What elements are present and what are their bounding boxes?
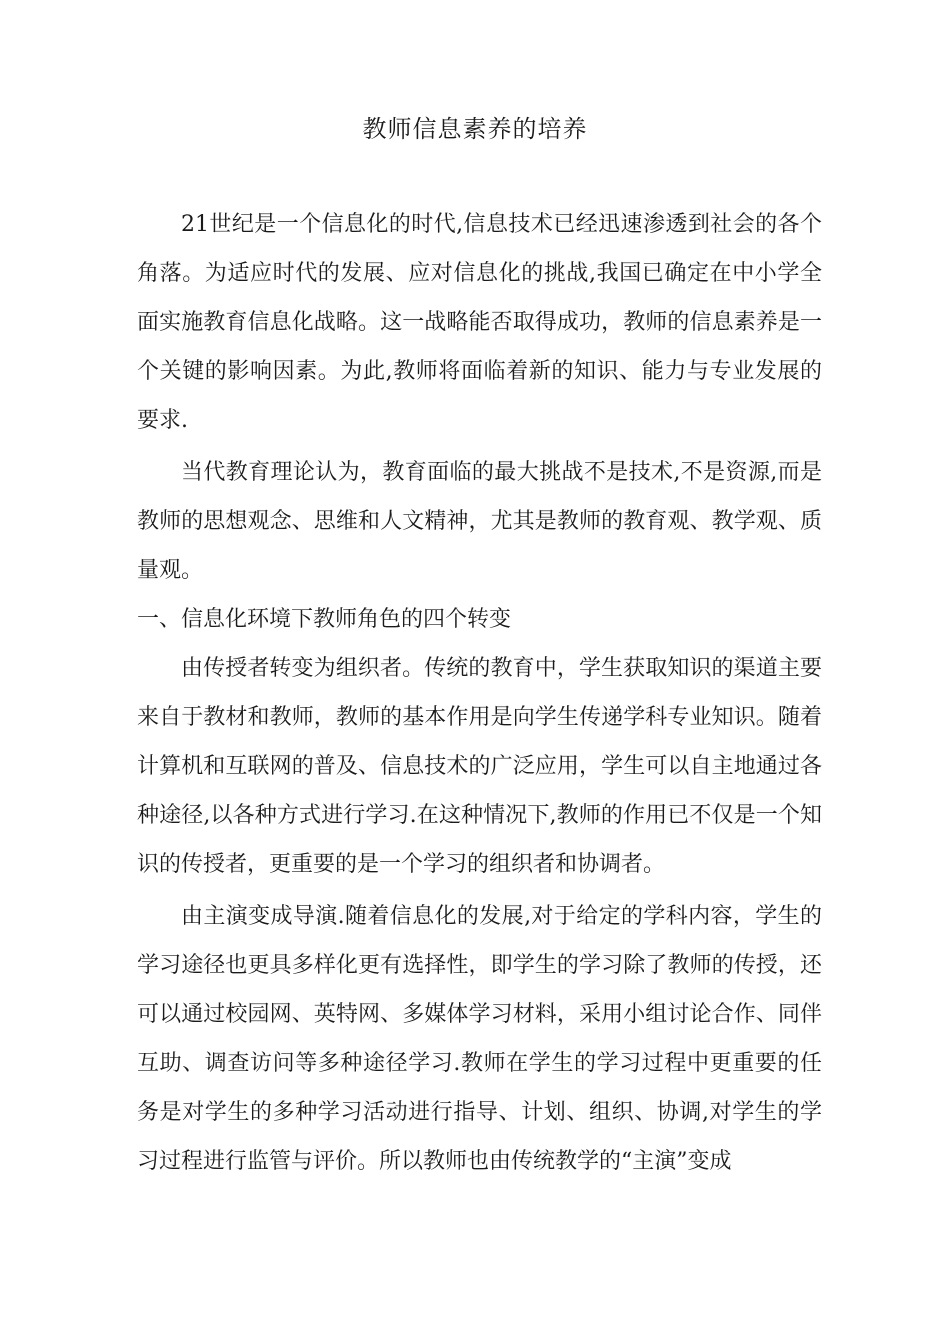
document-body [137, 200, 822, 1186]
document-title: 教师信息素养的培养 [362, 115, 588, 143]
paragraph-education-theory: 当代教育理论认为，教育面临的最大挑战不是技术,不是资源,而是教师的思想观念、思维和人文精神，尤其是教师的教育观、教学观、质量观。 [137, 460, 822, 583]
paragraph-director: 由主演变成导演.随着信息化的发展,对于给定的学科内容，学生的学习途径也更具多样化更有选择性，即学生的学习除了教师的传授，还可以通过校园网、英特网、多媒体学习材料，采用小组讨论合作、同伴互助、调查访问等多种途径学习.教师在学生的学习过程中更重要的任务是对学生的多种学习活动进行指导、计划、组织、协调,对学生的学习过程进行监管与评价。所以教师也由传统教学的“主演”变成 [137, 904, 822, 1174]
paragraph-intro: 21世纪是一个信息化的时代,信息技术已经迅速渗透到社会的各个角落。为适应时代的发展、应对信息化的挑战,我国已确定在中小学全面实施教育信息化战略。这一战略能否取得成功，教师的信息素养是一个关键的影响因素。为此,教师将面临着新的知识、能力与专业发展的要求. [137, 212, 822, 433]
paragraph-organizer: 由传授者转变为组织者。传统的教育中，学生获取知识的渠道主要来自于教材和教师，教师的基本作用是向学生传递学科专业知识。随着计算机和互联网的普及、信息技术的广泛应用，学生可以自主地通过各种途径,以各种方式进行学习.在这种情况下,教师的作用已不仅是一个知识的传授者，更重要的是一个学习的组织者和协调者。 [137, 656, 822, 877]
section-heading-role-changes: 一、信息化环境下教师角色的四个转变 [137, 607, 512, 632]
